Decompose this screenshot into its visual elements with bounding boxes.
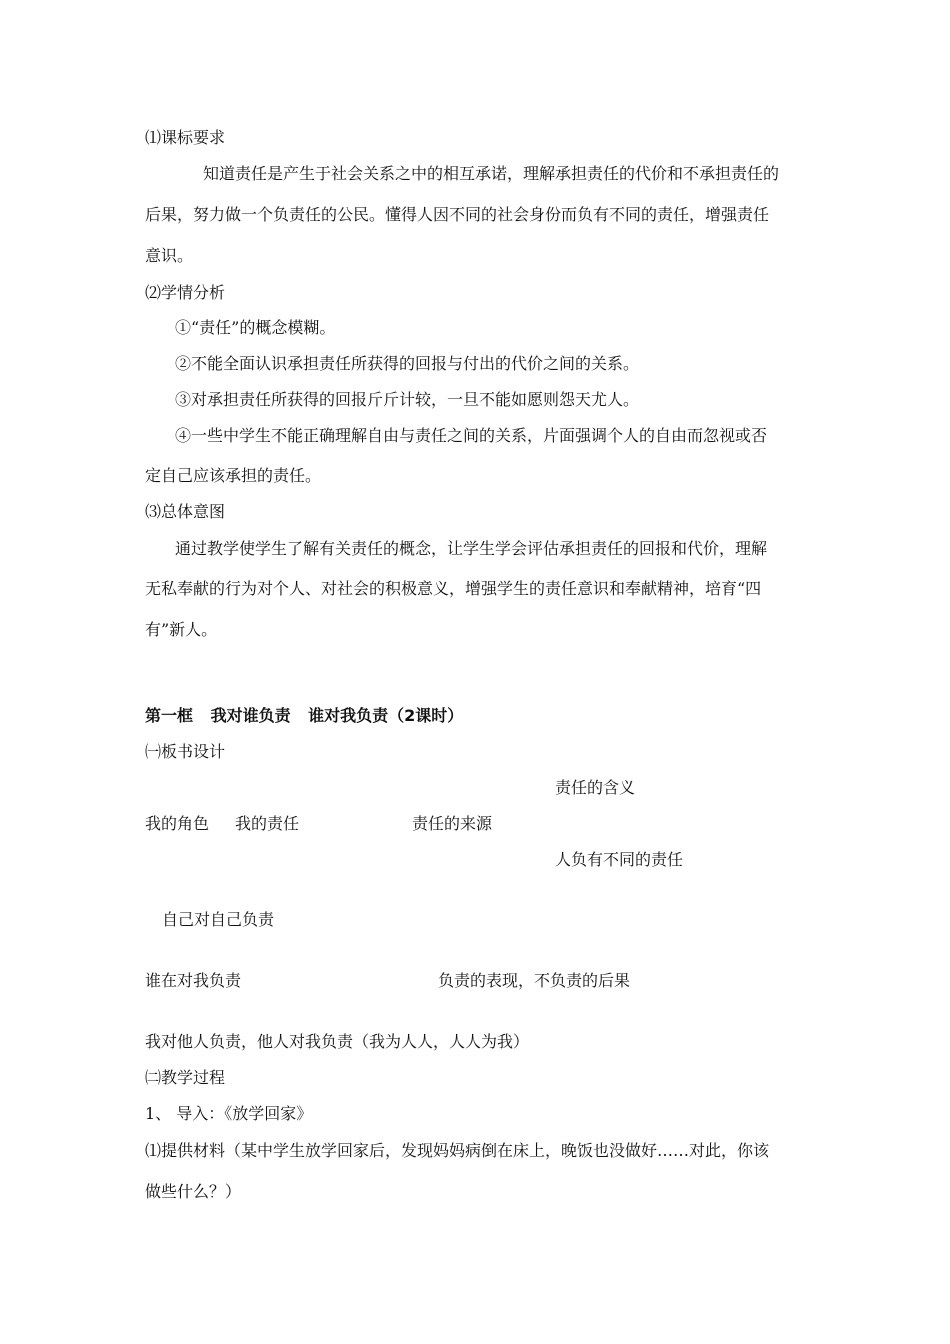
teaching-process-heading: ㈡教学过程 [145,1068,226,1087]
intent-paragraph-line-3: 有”新人。 [145,620,218,639]
board-design-heading: ㈠板书设计 [145,742,226,761]
board-expression: 负责的表现，不负责的后果 [438,971,631,990]
board-who: 谁在对我负责 [145,971,242,990]
analysis-item-2: ②不能全面认识承担责任所获得的回报与付出的代价之间的关系。 [175,354,640,373]
board-source: 责任的来源 [412,814,493,833]
curriculum-paragraph-line-1: 知道责任是产生于社会关系之中的相互承诺，理解承担责任的代价和不承担责任的 [203,164,780,183]
board-my-duty: 我的责任 [235,814,300,833]
curriculum-paragraph-line-2: 后果，努力做一个负责任的公民。懂得人因不同的社会身份而负有不同的责任，增强责任 [145,205,770,224]
board-mutual: 我对他人负责，他人对我负责（我为人人，人人为我） [145,1032,530,1051]
lesson-title: 第一框 我对谁负责 谁对我负责（2课时） [145,706,464,725]
board-different: 人负有不同的责任 [555,850,684,869]
curriculum-paragraph-line-3: 意识。 [145,246,194,265]
board-meaning: 责任的含义 [555,778,636,797]
material-line-2: 做些什么？） [145,1182,242,1201]
analysis-item-4-line-2: 定自己应该承担的责任。 [145,466,322,485]
section-heading-curriculum: ⑴课标要求 [145,128,226,147]
section-heading-analysis: ⑵学情分析 [145,283,226,302]
board-self: 自己对自己负责 [162,910,275,929]
intent-paragraph-line-1: 通过教学使学生了解有关责任的概念，让学生学会评估承担责任的回报和代价，理解 [175,539,768,558]
analysis-item-1: ①“责任”的概念模糊。 [175,318,336,337]
section-heading-intent: ⑶总体意图 [145,502,226,521]
analysis-item-3: ③对承担责任所获得的回报斤斤计较，一旦不能如愿则怨天尤人。 [175,390,640,409]
analysis-item-4-line-1: ④一些中学生不能正确理解自由与责任之间的关系，片面强调个人的自由而忽视或否 [175,426,768,445]
material-line-1: ⑴提供材料（某中学生放学回家后，发现妈妈病倒在床上，晚饭也没做好……对此，你该 [145,1141,770,1160]
step-1-intro: 1、 导入：《放学回家》 [145,1104,313,1123]
board-my-role: 我的角色 [145,814,210,833]
intent-paragraph-line-2: 无私奉献的行为对个人、对社会的积极意义，增强学生的责任意识和奉献精神，培育“四 [145,579,762,598]
